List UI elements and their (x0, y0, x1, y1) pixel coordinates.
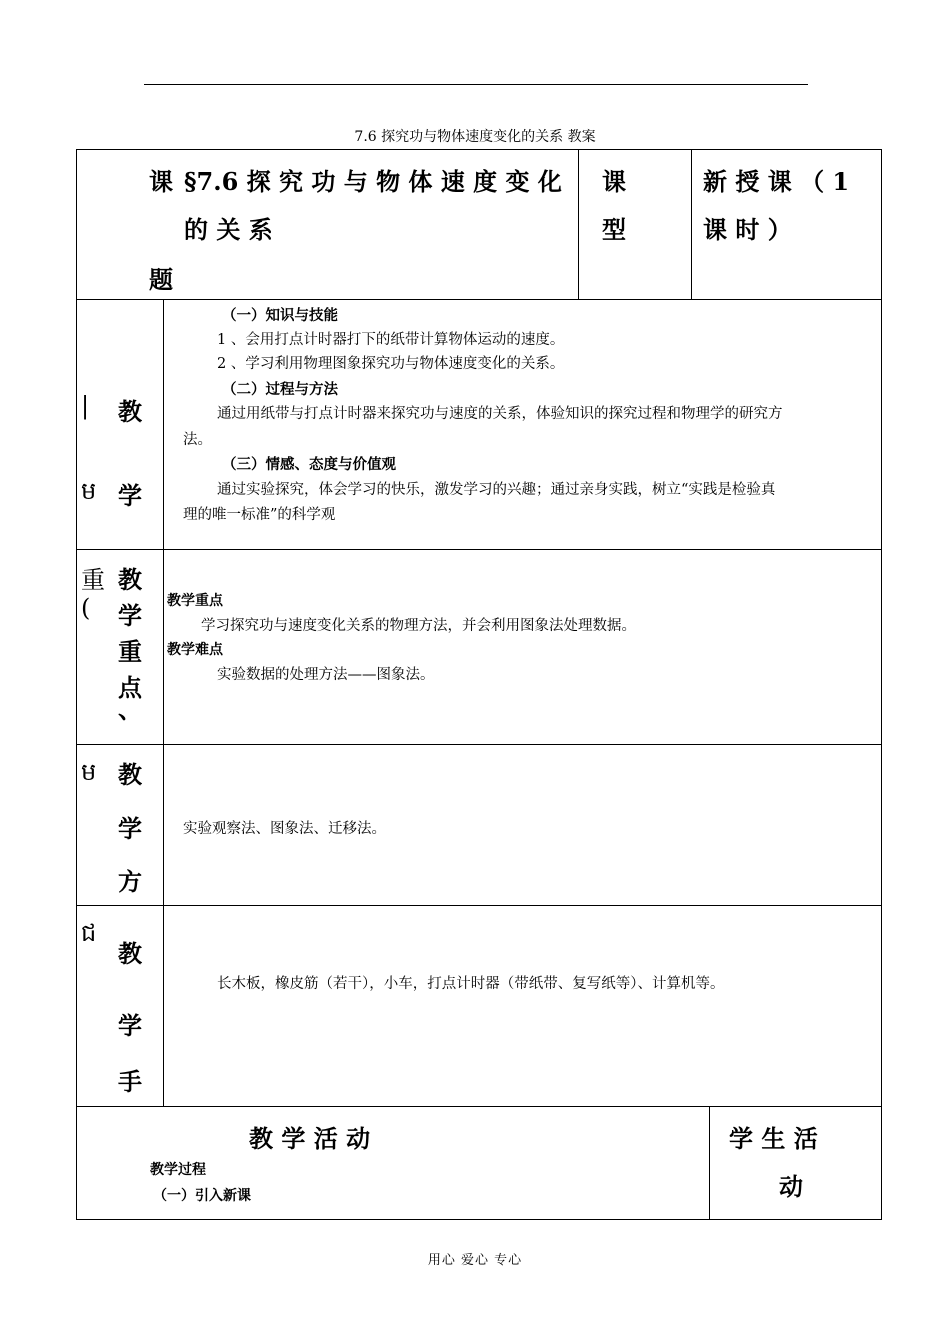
activity-row (76, 1106, 882, 1220)
keypoints-row (76, 549, 882, 745)
goals-line-1: 1 、会用打点计时器打下的纸带计算物体运动的速度。 (217, 332, 565, 348)
goals-label-1: 教 (118, 397, 142, 426)
goals-row (76, 299, 882, 550)
method-divider (163, 745, 164, 905)
keypoints-label-5: 、 (118, 695, 142, 724)
keypoints-heading-focus: 教学重点 (167, 593, 223, 609)
tools-text: 长木板，橡皮筋（若干），小车，打点计时器（带纸带、复写纸等）、计算机等。 (217, 976, 725, 992)
method-label-2: 学 (118, 814, 142, 843)
keypoints-divider (163, 550, 164, 744)
goals-side-2: ម (81, 477, 97, 505)
goals-side-1: | (81, 392, 90, 420)
goals-heading-knowledge: （一）知识与技能 (222, 308, 338, 324)
keypoints-label-2: 学 (118, 601, 142, 630)
method-label-1: 教 (118, 760, 142, 789)
type-label-2: 型 (602, 215, 626, 244)
activity-item-1: （一）引入新课 (153, 1188, 251, 1204)
tools-label-2: 学 (118, 1011, 142, 1040)
topic-title-line2: 的 关 系 (184, 215, 273, 244)
tools-divider (163, 906, 164, 1106)
student-activity-line1: 学 生 活 (729, 1124, 818, 1153)
document-title: 7.6 探究功与物体速度变化的关系 教案 (354, 129, 596, 145)
keypoints-label-3: 重 (118, 637, 142, 666)
type-cell-divider (578, 150, 579, 299)
activity-process-heading: 教学过程 (150, 1162, 206, 1178)
topic-row (76, 149, 882, 300)
keypoints-side-2: ( (81, 594, 91, 622)
keypoints-label-1: 教 (118, 565, 142, 594)
header-rule (144, 84, 808, 85)
method-label-3: 方 (118, 867, 142, 896)
goals-line-3a: 通过用纸带与打点计时器来探究功与速度的关系，体验知识的探究过程和物理学的研究方 (217, 406, 783, 422)
type-label-1: 课 (602, 167, 626, 196)
goals-heading-attitude: （三）情感、态度与价值观 (222, 457, 396, 473)
activity-divider (709, 1107, 710, 1219)
tools-row (76, 905, 882, 1107)
method-row (76, 744, 882, 906)
goals-label-2: 学 (118, 481, 142, 510)
topic-label-1: 课 (149, 167, 173, 196)
keypoints-side-1: 重 (81, 566, 105, 594)
goals-line-4b: 理的唯一标准”的科学观 (183, 507, 336, 523)
keypoints-focus-text: 学习探究功与速度变化关系的物理方法，并会利用图象法处理数据。 (201, 618, 636, 634)
goals-line-4a: 通过实验探究，体会学习的快乐，激发学习的兴趣；通过亲身实践，树立“实践是检验真 (217, 482, 776, 498)
keypoints-difficulty-text: 实验数据的处理方法——图象法。 (217, 667, 435, 683)
student-activity-line2: 动 (779, 1172, 803, 1201)
keypoints-label-4: 点 (118, 673, 142, 702)
keypoints-heading-difficulty: 教学难点 (167, 642, 223, 658)
method-side: ម (81, 758, 97, 786)
goals-heading-process: （二）过程与方法 (222, 382, 338, 398)
type-value-line2: 课 时 ） (703, 215, 792, 244)
topic-title-line1: §7.6 探 究 功 与 物 体 速 度 变 化 (184, 167, 562, 196)
goals-line-2: 2 、学习利用物理图象探究功与物体速度变化的关系。 (217, 356, 565, 372)
goals-divider (163, 300, 164, 549)
topic-label-2: 题 (149, 265, 173, 294)
activity-title: 教 学 活 动 (249, 1124, 371, 1153)
tools-side: ជ (81, 919, 97, 947)
page-footer: 用心 爱心 专心 (427, 1253, 523, 1268)
type-value-divider (691, 150, 692, 299)
tools-label-3: 手 (118, 1067, 142, 1096)
type-value-line1: 新 授 课 （ 1 (703, 167, 850, 196)
tools-label-1: 教 (118, 939, 142, 968)
goals-line-3b: 法。 (183, 432, 212, 448)
method-text: 实验观察法、图象法、迁移法。 (183, 821, 386, 837)
